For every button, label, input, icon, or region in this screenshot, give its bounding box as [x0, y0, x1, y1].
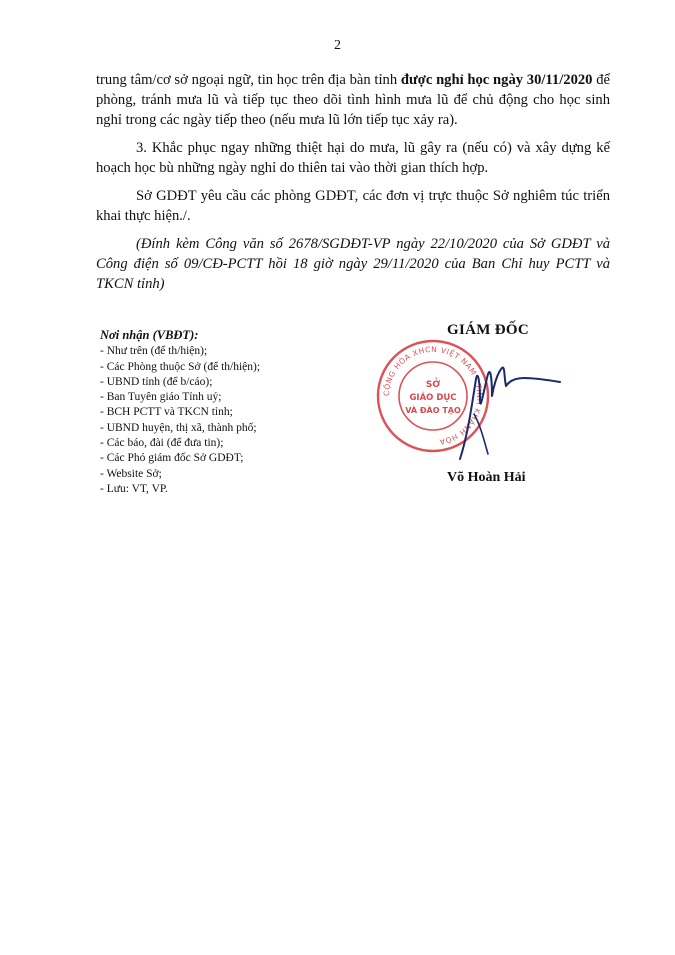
paragraph-request: Sở GDĐT yêu cầu các phòng GDĐT, các đơn vị trực thuộc Sở nghiêm túc triển khai thực hiện./. [96, 188, 610, 224]
stamp-outer-text: CỘNG HÒA XHCN VIỆT NAM · TỈNH KHÁNH HÒA [381, 344, 485, 447]
recipients-title: Nơi nhận (VBĐT): [100, 328, 199, 342]
stamp-line-3: VÀ ĐÀO TẠO [405, 406, 461, 415]
paragraph-continuation-text-b: để phòng, tránh mưa lũ và tiếp tục theo dõi tình hình mưa lũ để chủ động cho học sinh nghỉ trong các ngày tiếp theo (nếu mưa lũ lớn tiếp tục xảy ra). [96, 72, 610, 128]
recipient-item: - Ban Tuyên giáo Tỉnh uỷ; [100, 391, 222, 404]
paragraph-continuation [96, 70, 610, 130]
signer-name: Võ Hoàn Hải [447, 470, 526, 485]
recipient-item: - Các Phòng thuộc Sở (để th/hiện); [100, 360, 261, 373]
recipient-item: - Như trên (để th/hiện); [100, 345, 208, 358]
attachment-note: (Đính kèm Công văn số 2678/SGDĐT-VP ngày 22/10/2020 của Sở GDĐT và Công điện số 09/CĐ-PCTT hồi 18 giờ ngày 29/11/2020 của Ban Chỉ huy PCTT và TKCN tỉnh) [96, 236, 610, 292]
signature-block [381, 322, 595, 492]
recipients-block [100, 328, 340, 497]
recipient-item: - Website Sở; [100, 467, 162, 480]
page-number: 2 [334, 38, 341, 53]
recipient-item: - UBND tỉnh (để b/cáo); [100, 375, 213, 388]
stamp-line-2: GIÁO DỤC [409, 393, 457, 403]
signer-title: GIÁM ĐỐC [447, 322, 529, 338]
recipient-item: - UBND huyện, thị xã, thành phố; [100, 421, 257, 434]
recipient-item: - BCH PCTT và TKCN tỉnh; [100, 406, 233, 419]
paragraph-continuation-bold: được nghỉ học ngày 30/11/2020 [400, 72, 593, 88]
handwritten-signature [450, 344, 565, 474]
recipients-list [100, 344, 340, 497]
recipient-item: - Các Phó giám đốc Sở GDĐT; [100, 452, 244, 465]
document-body [96, 70, 610, 302]
stamp-line-1: SỞ [425, 380, 441, 390]
recipient-item: - Lưu: VT, VP. [100, 482, 168, 495]
paragraph-item-3: 3. Khắc phục ngay những thiệt hại do mưa, lũ gây ra (nếu có) và xây dựng kế hoạch học bù những ngày nghỉ do thiên tai vào thời gian thích hợp. [96, 140, 610, 176]
paragraph-continuation-text-a: trung tâm/cơ sở ngoại ngữ, tin học trên địa bàn tỉnh [96, 72, 401, 88]
recipient-item: - Các báo, đài (để đưa tin); [100, 437, 224, 450]
